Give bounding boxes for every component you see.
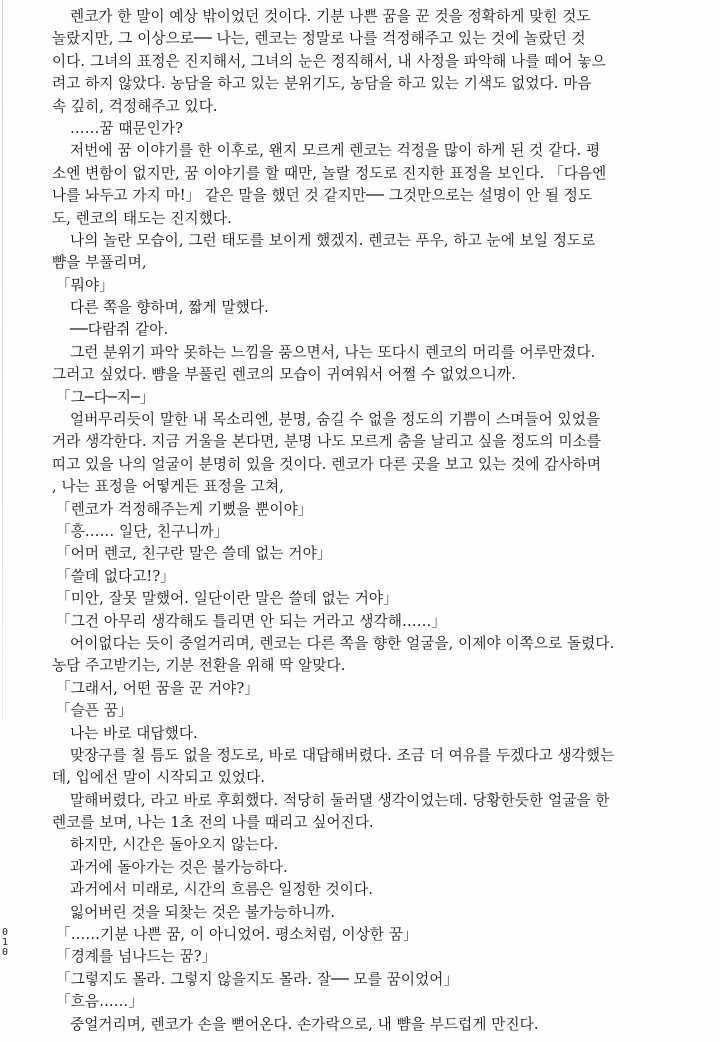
text-line: 「그래서, 어떤 꿈을 꾼 거야?」 <box>56 679 259 697</box>
text-line: 속 깊히, 걱정해주고 있다. <box>52 97 218 115</box>
text-line: 려고 하지 않았다. 농담을 하고 있는 분위기도, 농담을 하고 있는 기색도 없었다. 마음 <box>52 75 592 93</box>
text-line: 거라 생각한다. 지금 거울을 본다면, 분명 나도 모르게 춤을 날리고 싶을 정도의 미소를 <box>52 433 602 451</box>
scan-edge-shadow <box>2 0 3 720</box>
text-line: 뺨을 부풀리며, <box>52 254 147 272</box>
text-line: 띠고 있을 나의 얼굴이 분명히 있을 것이다. 렌코가 다른 곳을 보고 있는 것에 감사하며 <box>52 455 602 473</box>
text-line: 놀랐지만, 그 이상으로── 나는, 렌코는 정말로 나를 걱정해주고 있는 것에 놀랐던 것 <box>52 30 586 48</box>
text-line: 이다. 그녀의 표정은 진지해서, 그녀의 눈은 정직해서, 내 사정을 파악해 나를 떼어 놓으 <box>52 52 606 70</box>
text-line: 데, 입에선 말이 시작되고 있었다. <box>52 769 266 787</box>
text-line: 저번에 꿈 이야기를 한 이후로, 왠지 모르게 렌코는 걱정을 많이 하게 된 것 같다. 평 <box>70 142 601 160</box>
text-line: 그런 분위기 파악 못하는 느낌을 품으면서, 나는 또다시 렌코의 머리를 어루만졌다. <box>70 343 596 361</box>
text-line: 「미안, 잘못 말했어. 일단이란 말은 쓸데 없는 거야」 <box>56 590 398 608</box>
text-line: 농담 주고받기는, 기분 전환을 위해 딱 알맞다. <box>52 657 346 675</box>
text-line: 렌코가 한 말이 예상 밖이었던 것이다. 기분 나쁜 꿈을 꾼 것을 정확하게 맞힌 것도 <box>70 8 591 25</box>
text-line: 「흐음……」 <box>56 993 144 1011</box>
text-line: , 나는 표정을 어떻게든 표정을 고쳐, <box>52 478 284 496</box>
text-line: 그러고 싶었다. 뺨을 부풀린 렌코의 모습이 귀여워서 어쩔 수 없었으니까. <box>52 366 516 384</box>
text-line: 「어머 렌코, 친구란 말은 쓸데 없는 거야」 <box>56 545 332 563</box>
text-line: 잃어버린 것을 되찾는 것은 불가능하니까. <box>70 903 336 921</box>
text-line: 「뭐야」 <box>56 276 114 294</box>
text-line: ……꿈 때문인가? <box>70 119 184 137</box>
text-line: 하지만, 시간은 돌아오지 않는다. <box>70 836 279 854</box>
text-line: 다른 쪽을 향하며, 짧게 말했다. <box>70 299 269 317</box>
text-line: 나는 바로 대답했다. <box>70 724 198 742</box>
text-line: 「렌코가 걱정해주는게 기뻤을 뿐이야」 <box>56 500 313 518</box>
text-line: 「경계를 넘나드는 꿈?」 <box>56 948 217 966</box>
text-line: 어이없다는 듯이 중얼거리며, 렌코는 다른 쪽을 향한 얼굴을, 이제야 이쪽으로 돌렸다. <box>70 634 615 652</box>
text-line: 렌코를 보며, 나는 1초 전의 나를 때리고 싶어진다. <box>52 814 374 832</box>
text-line: 「그렇지도 몰라. 그렇지 않을지도 몰라. 잘── 모를 꿈이었어」 <box>56 970 459 988</box>
text-line: 나를 놔두고 가지 마!」 같은 말을 했던 것 같지만── 그것만으로는 설명이 안 될 정도 <box>52 187 593 205</box>
text-line: 소엔 변함이 없지만, 꿈 이야기를 할 때만, 놀랄 정도로 진지한 표정을 보인다. 「다음엔 <box>52 164 607 182</box>
body-text <box>52 6 702 1036</box>
text-line: 도, 렌코의 태도는 진지했다. <box>52 209 232 227</box>
page-number: 010 <box>1 927 9 958</box>
text-line: 나의 놀란 모습이, 그런 태도를 보이게 했겠지. 렌코는 푸우, 하고 눈에 보일 정도로 <box>70 231 596 249</box>
text-line: 「흥…… 일단, 친구니까」 <box>56 522 229 540</box>
text-line: 말해버렸다, 라고 바로 후회했다. 적당히 둘러댈 생각이었는데. 당황한듯한 얼굴을 한 <box>70 791 610 809</box>
text-line: 「쓸데 없다고!?」 <box>56 567 176 585</box>
text-line: 「그─다─지─」 <box>56 388 155 406</box>
text-line: 과거에서 미래로, 시간의 흐름은 일정한 것이다. <box>70 881 373 899</box>
text-line: 맞장구를 칠 틈도 없을 정도로, 바로 대답해버렸다. 조금 더 여유를 두겠다고 생각했는 <box>70 746 615 764</box>
text-line: 「슬픈 꿈」 <box>56 702 133 720</box>
text-line: ──다람쥐 같아. <box>70 321 169 339</box>
text-line: 「그건 아무리 생각해도 틀리면 안 되는 거라고 생각해……」 <box>56 612 447 630</box>
text-line: 「……기분 나쁜 꿈, 이 아니었어. 평소처럼, 이상한 꿈」 <box>56 926 418 944</box>
text-line: 얼버무리듯이 말한 내 목소리엔, 분명, 숨길 수 없을 정도의 기쁨이 스며들어 있었을 <box>70 411 601 429</box>
text-line: 중얼거리며, 렌코가 손을 뻗어온다. 손가락으로, 내 뺨을 부드럽게 만진다. <box>70 1015 539 1033</box>
text-line: 과거에 돌아가는 것은 불가능하다. <box>70 858 288 876</box>
